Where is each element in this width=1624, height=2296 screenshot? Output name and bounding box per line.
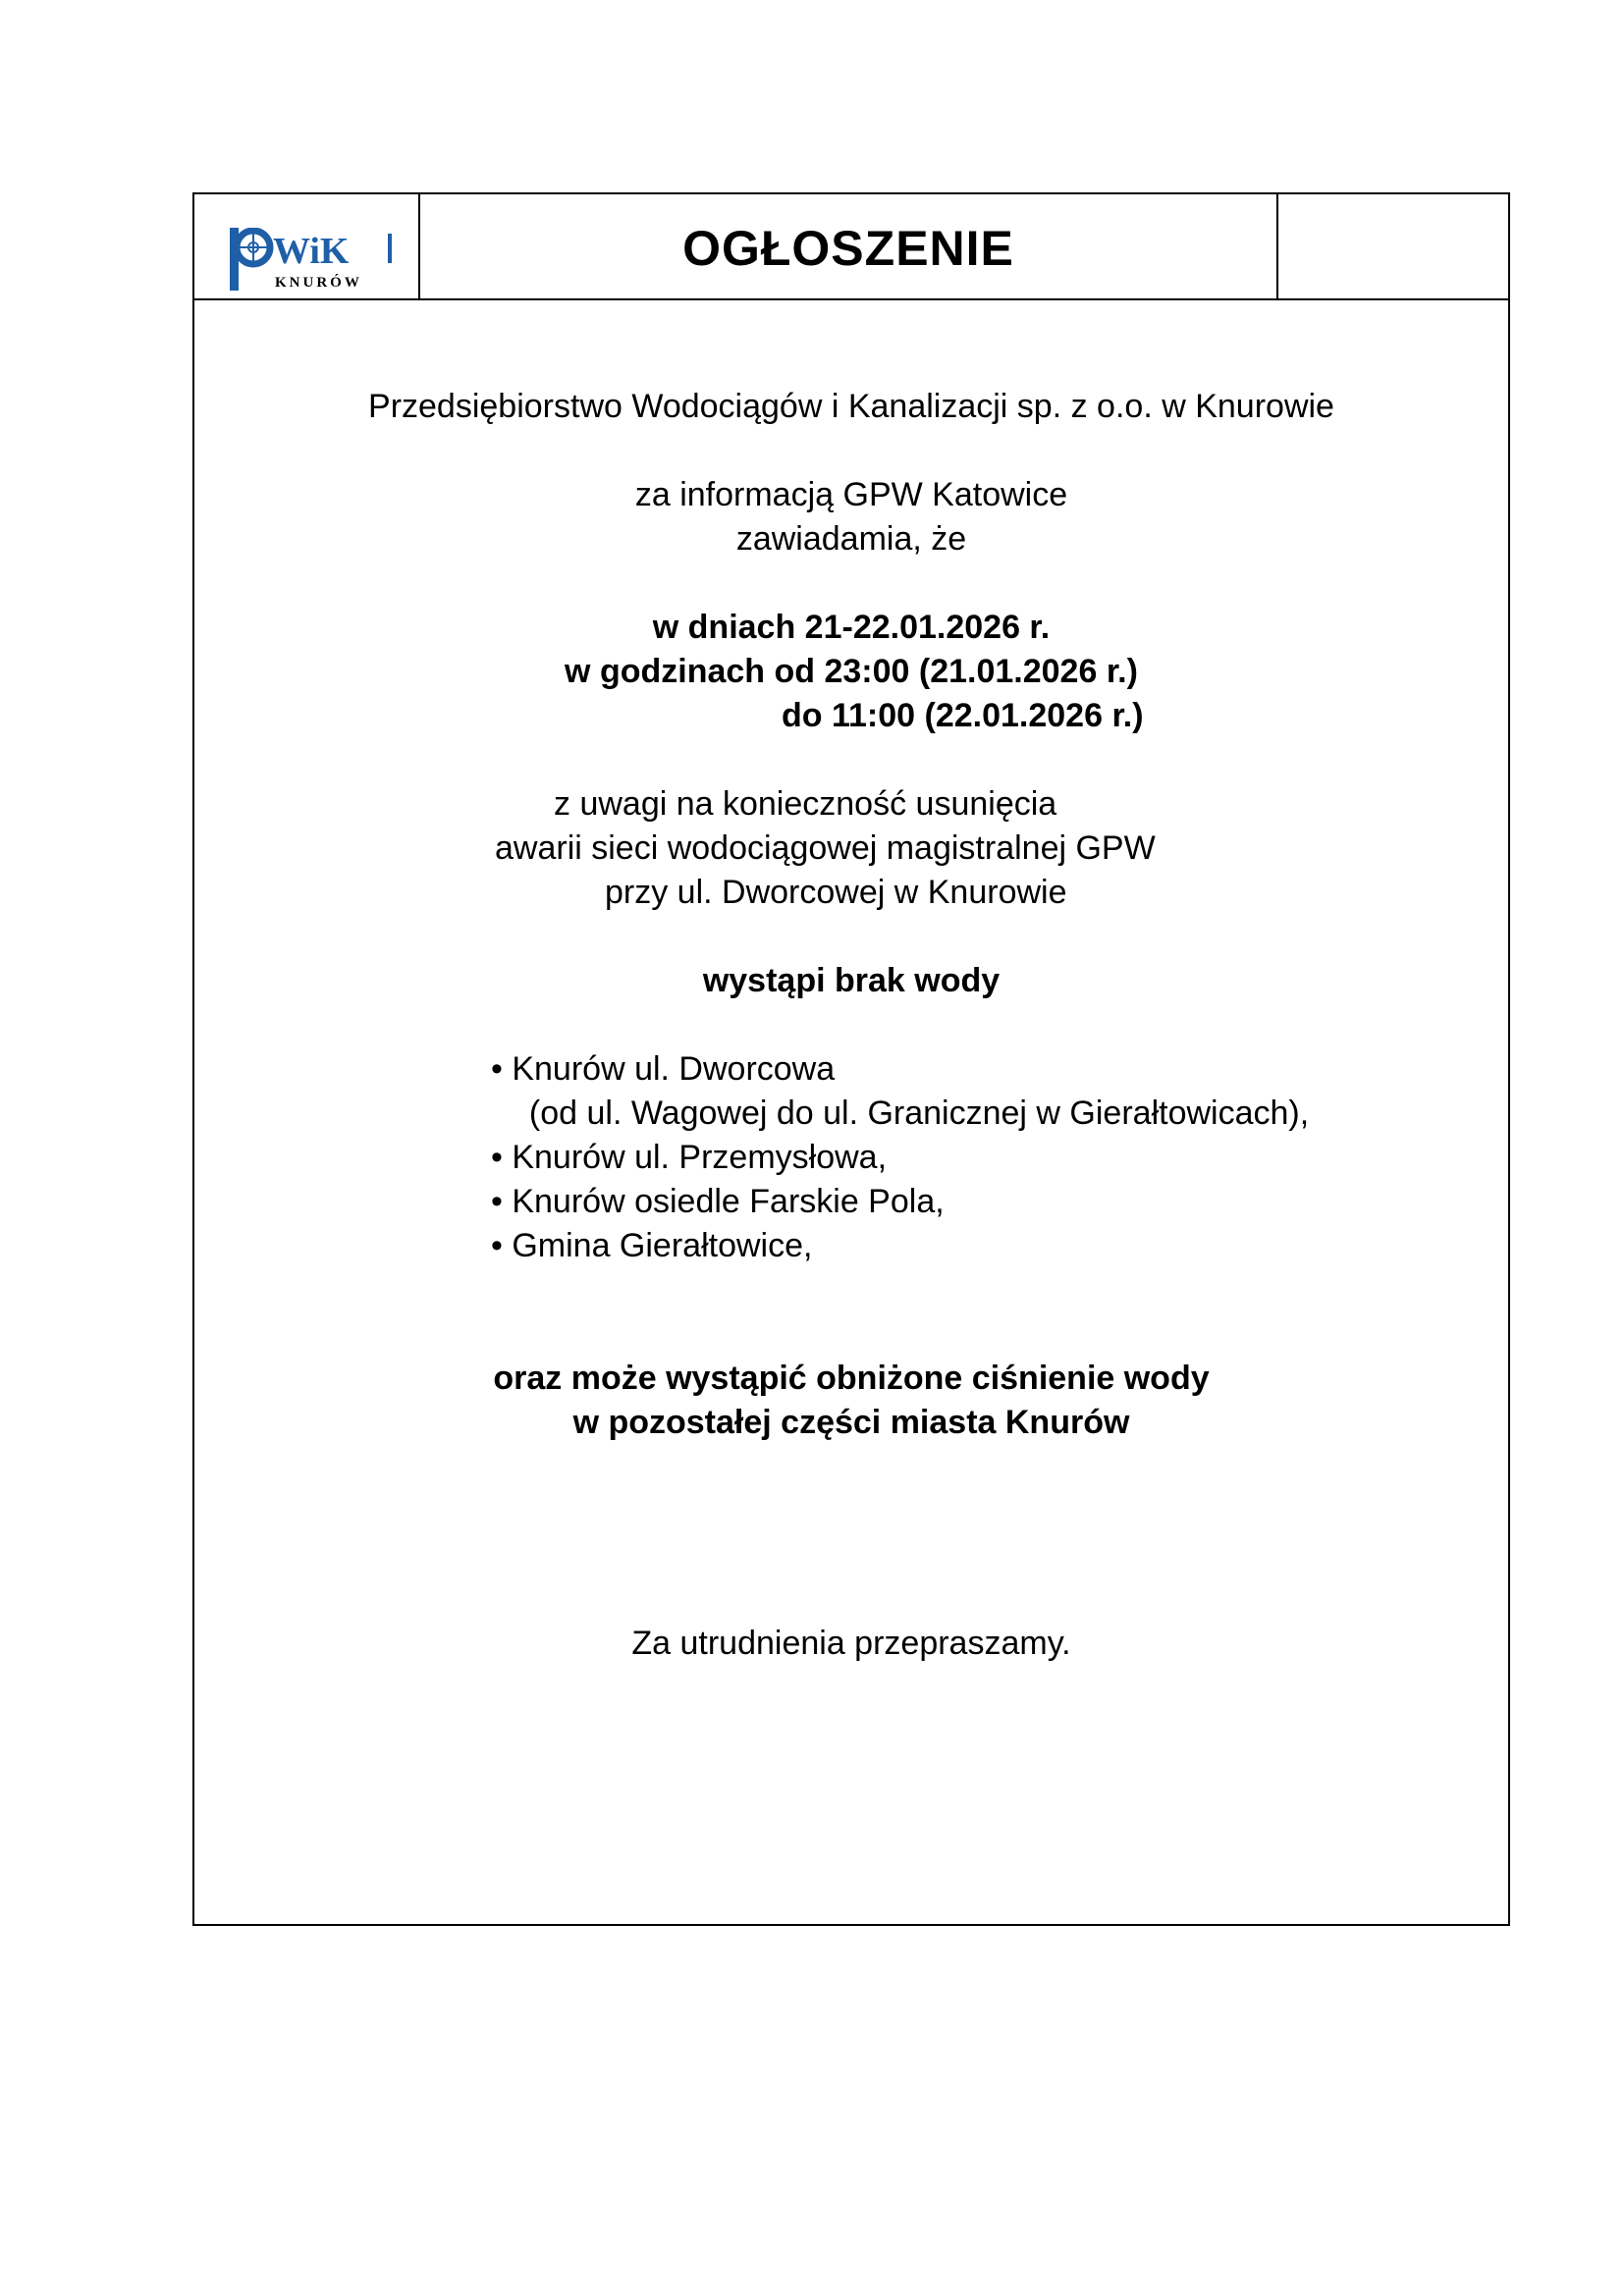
info-line-2: zawiadamia, że xyxy=(735,520,967,558)
company-name: Przedsiębiorstwo Wodociągów i Kanalizacji sp. z o.o. w Knurowie xyxy=(368,388,1334,425)
pwik-logo xyxy=(228,228,395,291)
reason-line-1: z uwagi na konieczność usunięcia xyxy=(554,785,1057,823)
logo-text: WiK xyxy=(273,231,350,272)
pressure-line-2: w pozostałej części miasta Knurów xyxy=(572,1404,1130,1441)
pressure-line-1: oraz może wystąpić obniżone ciśnienie wody xyxy=(493,1360,1210,1397)
info-line-1: za informacją GPW Katowice xyxy=(634,476,1068,513)
date-line-1: w dniach 21-22.01.2026 r. xyxy=(652,609,1051,646)
date-line-2: w godzinach od 23:00 (21.01.2026 r.) xyxy=(565,653,1138,690)
announcement-body xyxy=(194,300,1508,1926)
empty-header-cell xyxy=(1278,194,1510,298)
area-list-item: • Knurów ul. Dworcowa xyxy=(491,1050,836,1088)
title-cell xyxy=(420,194,1278,298)
pwik-logo-icon xyxy=(228,228,395,291)
page-title: OGŁOSZENIE xyxy=(682,221,1014,276)
area-list-item: (od ul. Wagowej do ul. Granicznej w Gierałtowicach), xyxy=(511,1095,1310,1132)
reason-line-3: przy ul. Dworcowej w Knurowie xyxy=(605,874,1067,911)
apology-text: Za utrudnienia przepraszamy. xyxy=(631,1625,1071,1662)
logo-subtext: KNURÓW xyxy=(275,275,362,291)
reason-line-2: awarii sieci wodociągowej magistralnej GPW xyxy=(495,829,1156,867)
logo-cell xyxy=(194,194,420,298)
area-list-item: • Knurów osiedle Farskie Pola, xyxy=(491,1183,945,1220)
announcement-frame xyxy=(192,192,1510,1926)
area-list-item: • Gmina Gierałtowice, xyxy=(491,1227,813,1264)
area-list-item: • Knurów ul. Przemysłowa, xyxy=(491,1139,888,1176)
date-line-3: do 11:00 (22.01.2026 r.) xyxy=(782,697,1144,734)
no-water-heading: wystąpi brak wody xyxy=(702,962,1001,999)
header-row xyxy=(194,194,1508,300)
